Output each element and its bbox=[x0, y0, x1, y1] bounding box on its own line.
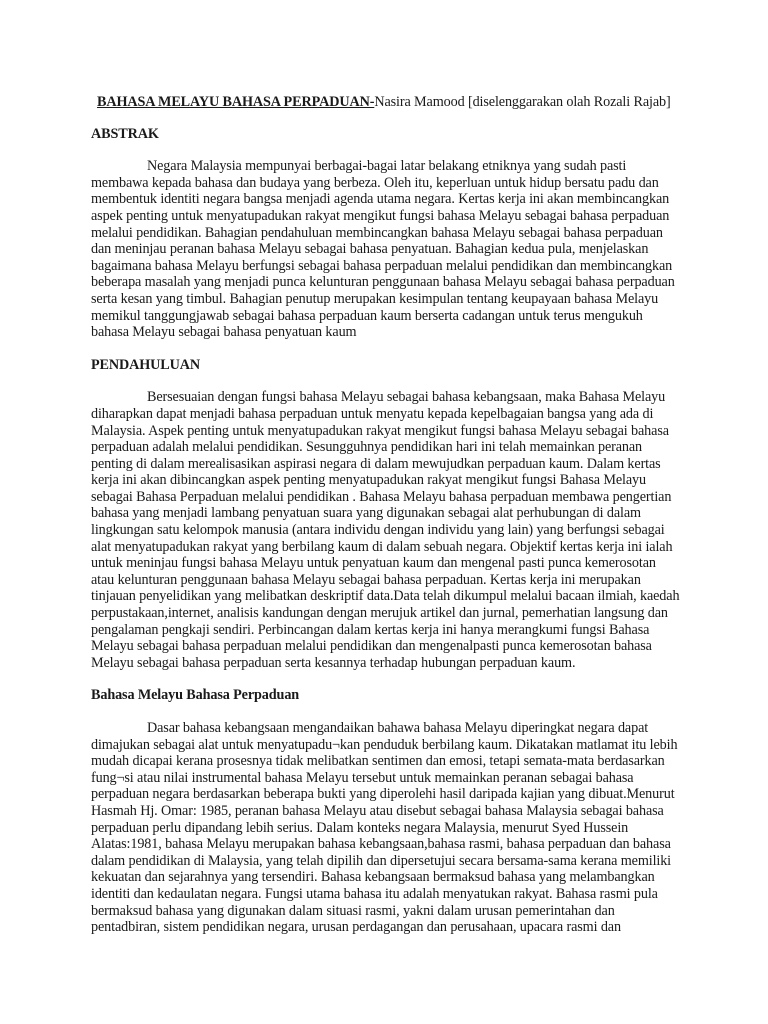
document-page bbox=[91, 94, 681, 936]
paragraph-pendahuluan: Bersesuaian dengan fungsi bahasa Melayu sebagai bahasa kebangsaan, maka Bahasa Melayu diharapkan dapat menjadi bahasa perpaduan untuk menyatu kepada kepelbagaian bangsa yang ada di Malaysia. Aspek penting untuk menyatupadukan rakyat mengikut fungsi bahasa Melayu sebagai bahasa perpaduan adalah melalui pendidikan. Sesungguhnya pendidikan hari ini telah memainkan peranan penting di dalam merealisasikan aspirasi negara di dalam mewujudkan perpaduan kaum. Dalam kertas kerja ini akan dibincangkan aspek penting menyatupadukan rakyat mengikut fungsi Bahasa Melayu sebagai Bahasa Perpaduan melalui pendidikan . Bahasa Melayu bahasa perpaduan membawa pengertian bahasa yang menjadi lambang penyatuan suara yang digunakan sebagai alat perhubungan di dalam lingkungan satu kelompok manusia (antara individu dengan individu yang lain) yang berfungsi sebagai alat menyatupadukan rakyat yang berbilang kaum di dalam sebuah negara. Objektif kertas kerja ini ialah untuk meninjau fungsi bahasa Melayu untuk penyatuan kaum dan mengenal pasti punca kemerosotan atau kelunturan penggunaan bahasa Melayu sebagai bahasa perpaduan. Kertas kerja ini merupakan tinjauan penyelidikan yang melibatkan deskriptif data.Data telah dikumpul melalui bacaan ilmiah, kaedah perpustakaan,internet, analisis kandungan dengan merujuk artikel dan jurnal, pemerhatian langsung dan pengalaman pengkaji sendiri. Perbincangan dalam kertas kerja ini hanya merangkumi fungsi Bahasa Melayu sebagai bahasa perpaduan melalui pendidikan dan mengenalpasti punca kemerosotan bahasa Melayu sebagai bahasa perpaduan serta kesannya terhadap hubungan perpaduan kaum. bbox=[91, 389, 680, 671]
heading-abstrak: ABSTRAK bbox=[91, 125, 159, 142]
paragraph-abstrak: Negara Malaysia mempunyai berbagai-bagai latar belakang etniknya yang sudah pasti membawa kepada bahasa dan budaya yang berbeza. Oleh itu, keperluan untuk hidup bersatu padu dan membentuk identiti negara bangsa menjadi agenda utama negara. Kertas kerja ini akan membincangkan aspek penting untuk menyatupadukan rakyat mengikut fungsi bahasa Melayu sebagai bahasa perpaduan melalui pendidikan. Bahagian pendahuluan membincangkan bahasa Melayu sebagai bahasa perpaduan dan meninjau peranan bahasa Melayu sebagai bahasa penyatuan. Bahagian kedua pula, menjelaskan bagaimana bahasa Melayu berfungsi sebagai bahasa perpaduan melalui pendidikan dan membincangkan beberapa masalah yang menjadi punca kelunturan penggunaan bahasa Melayu sebagai bahasa perpaduan serta kesan yang timbul. Bahagian penutup merupakan kesimpulan tentang keupayaan bahasa Melayu memikul tanggungjawab sebagai bahasa perpaduan kaum berserta cadangan untuk terus mengukuh bahasa Melayu sebagai bahasa penyatuan kaum bbox=[91, 158, 675, 341]
document-title bbox=[97, 94, 681, 111]
heading-bahasa-perpaduan: Bahasa Melayu Bahasa Perpaduan bbox=[91, 687, 300, 704]
title-main: BAHASA MELAYU BAHASA PERPADUAN- bbox=[97, 94, 375, 110]
paragraph-bahasa-perpaduan: Dasar bahasa kebangsaan mengandaikan bahawa bahasa Melayu diperingkat negara dapat dimajukan sebagai alat untuk menyatupadu¬kan penduduk berbilang kaum. Dikatakan matlamat itu lebih mudah dicapai kerana prosesnya tidak melibatkan sentimen dan emosi, tetapi semata-mata berdasarkan fung¬si atau nilai instrumental bahasa Melayu tersebut untuk memainkan peranan sebagai bahasa perpaduan negara berdasarkan beberapa bukti yang diperolehi hasil daripada kajian yang dibuat.Menurut Hasmah Hj. Omar: 1985, peranan bahasa Melayu atau disebut sebagai bahasa Malaysia sebagai bahasa perpaduan perlu dipandang lebih serius. Dalam konteks negara Malaysia, menurut Syed Hussein Alatas:1981, bahasa Melayu merupakan bahasa kebangsaan,bahasa rasmi, bahasa perpaduan dan bahasa dalam pendidikan di Malaysia, yang telah dipilih dan dipersetujui secara bersama-sama kerana memiliki kekuatan dan sejarahnya yang tersendiri. Bahasa kebangsaan bermaksud bahasa yang melambangkan identiti dan kedaulatan negara. Fungsi utama bahasa itu adalah menyatukan rakyat. Bahasa rasmi pula bermaksud bahasa yang digunakan dalam situasi rasmi, yakni dalam urusan pemerintahan dan pentadbiran, sistem pendidikan negara, urusan perdagangan dan perusahaan, upacara rasmi dan bbox=[91, 720, 678, 936]
heading-pendahuluan: PENDAHULUAN bbox=[91, 356, 201, 373]
title-author: Nasira Mamood [diselenggarakan olah Rozali Rajab] bbox=[374, 94, 671, 110]
